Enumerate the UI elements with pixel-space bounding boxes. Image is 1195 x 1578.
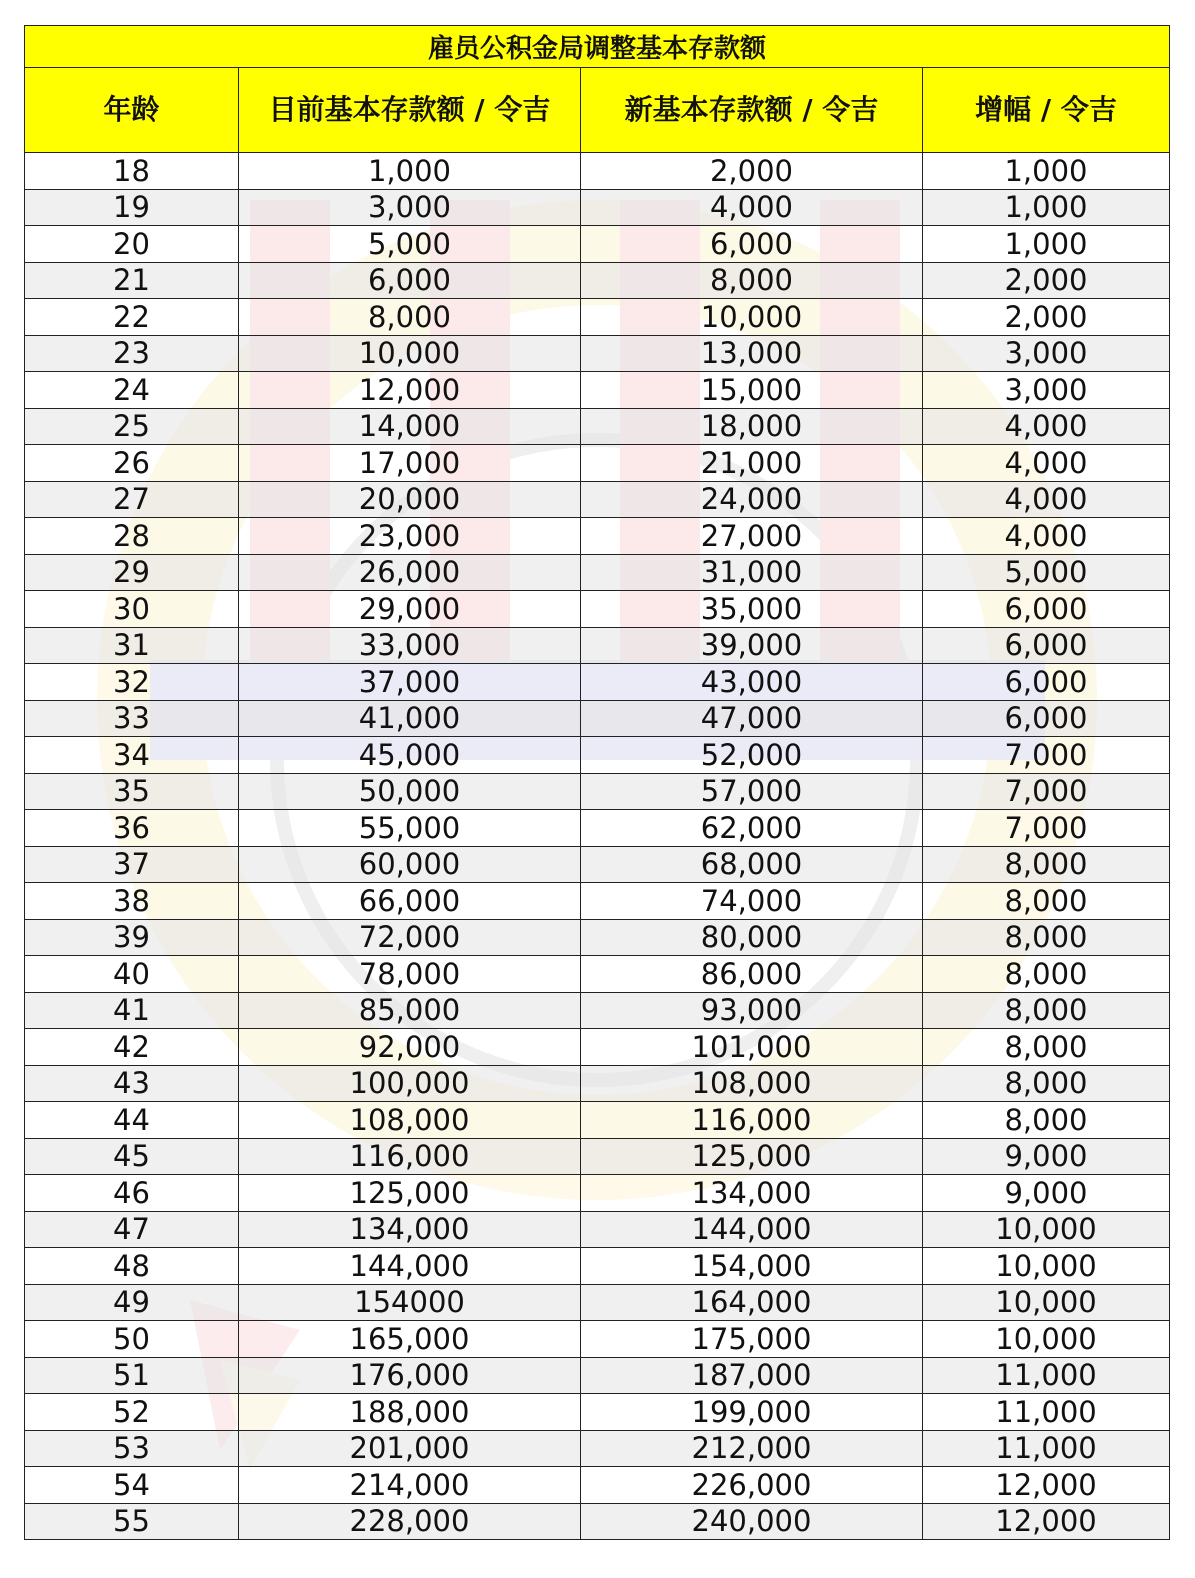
cell-current-deposit: 214,000 [239,1467,581,1504]
cell-current-deposit: 10,000 [239,335,581,372]
cell-current-deposit: 23,000 [239,518,581,555]
table-row [25,153,1170,190]
cell-current-deposit: 6,000 [239,262,581,299]
table-row [25,1357,1170,1394]
cell-new-deposit: 6,000 [581,226,923,263]
cell-increase: 6,000 [923,591,1170,628]
cell-new-deposit: 86,000 [581,956,923,993]
cell-current-deposit: 12,000 [239,372,581,409]
table-row [25,846,1170,883]
cell-current-deposit: 85,000 [239,992,581,1029]
cell-new-deposit: 15,000 [581,372,923,409]
cell-age: 33 [25,700,239,737]
table-row [25,1394,1170,1431]
cell-increase: 2,000 [923,262,1170,299]
cell-current-deposit: 144,000 [239,1248,581,1285]
table-row [25,737,1170,774]
cell-age: 38 [25,883,239,920]
cell-increase: 4,000 [923,481,1170,518]
cell-increase: 7,000 [923,737,1170,774]
cell-new-deposit: 74,000 [581,883,923,920]
cell-increase: 7,000 [923,810,1170,847]
table-row [25,481,1170,518]
cell-increase: 12,000 [923,1503,1170,1540]
cell-current-deposit: 41,000 [239,700,581,737]
table-row [25,518,1170,555]
table-row [25,554,1170,591]
cell-age: 52 [25,1394,239,1431]
cell-increase: 1,000 [923,153,1170,190]
cell-increase: 4,000 [923,445,1170,482]
cell-increase: 1,000 [923,189,1170,226]
cell-age: 40 [25,956,239,993]
table-row [25,1065,1170,1102]
cell-current-deposit: 60,000 [239,846,581,883]
cell-current-deposit: 1,000 [239,153,581,190]
cell-new-deposit: 101,000 [581,1029,923,1066]
cell-increase: 11,000 [923,1357,1170,1394]
table-row [25,664,1170,701]
cell-current-deposit: 116,000 [239,1138,581,1175]
cell-increase: 4,000 [923,518,1170,555]
cell-current-deposit: 8,000 [239,299,581,336]
cell-current-deposit: 165,000 [239,1321,581,1358]
cell-new-deposit: 24,000 [581,481,923,518]
cell-new-deposit: 39,000 [581,627,923,664]
cell-current-deposit: 201,000 [239,1430,581,1467]
table-row [25,189,1170,226]
cell-new-deposit: 13,000 [581,335,923,372]
cell-current-deposit: 134,000 [239,1211,581,1248]
cell-new-deposit: 116,000 [581,1102,923,1139]
cell-current-deposit: 45,000 [239,737,581,774]
cell-age: 31 [25,627,239,664]
table-row [25,1138,1170,1175]
header-increase: 增幅 / 令吉 [923,68,1170,153]
cell-increase: 8,000 [923,1029,1170,1066]
cell-age: 30 [25,591,239,628]
cell-current-deposit: 92,000 [239,1029,581,1066]
cell-age: 53 [25,1430,239,1467]
cell-age: 46 [25,1175,239,1212]
table-row [25,226,1170,263]
cell-new-deposit: 175,000 [581,1321,923,1358]
cell-age: 45 [25,1138,239,1175]
cell-age: 54 [25,1467,239,1504]
cell-age: 34 [25,737,239,774]
cell-new-deposit: 4,000 [581,189,923,226]
cell-new-deposit: 212,000 [581,1430,923,1467]
cell-increase: 8,000 [923,919,1170,956]
cell-increase: 10,000 [923,1211,1170,1248]
table-row [25,883,1170,920]
cell-age: 35 [25,773,239,810]
cell-new-deposit: 27,000 [581,518,923,555]
table-row [25,1321,1170,1358]
cell-increase: 4,000 [923,408,1170,445]
cell-current-deposit: 3,000 [239,189,581,226]
cell-age: 23 [25,335,239,372]
cell-increase: 11,000 [923,1430,1170,1467]
table-row [25,1211,1170,1248]
cell-age: 26 [25,445,239,482]
cell-age: 32 [25,664,239,701]
cell-age: 39 [25,919,239,956]
cell-increase: 3,000 [923,335,1170,372]
cell-increase: 11,000 [923,1394,1170,1431]
cell-new-deposit: 21,000 [581,445,923,482]
cell-age: 19 [25,189,239,226]
table-row [25,408,1170,445]
header-age: 年龄 [25,68,239,153]
cell-age: 24 [25,372,239,409]
table-row [25,299,1170,336]
cell-age: 21 [25,262,239,299]
cell-increase: 3,000 [923,372,1170,409]
cell-new-deposit: 108,000 [581,1065,923,1102]
table-row [25,1467,1170,1504]
cell-age: 25 [25,408,239,445]
cell-new-deposit: 43,000 [581,664,923,701]
cell-age: 49 [25,1284,239,1321]
cell-new-deposit: 52,000 [581,737,923,774]
cell-new-deposit: 47,000 [581,700,923,737]
cell-current-deposit: 20,000 [239,481,581,518]
cell-new-deposit: 199,000 [581,1394,923,1431]
cell-increase: 9,000 [923,1138,1170,1175]
table-row [25,1029,1170,1066]
cell-age: 48 [25,1248,239,1285]
cell-new-deposit: 80,000 [581,919,923,956]
cell-current-deposit: 55,000 [239,810,581,847]
cell-age: 43 [25,1065,239,1102]
cell-age: 50 [25,1321,239,1358]
cell-new-deposit: 57,000 [581,773,923,810]
cell-current-deposit: 37,000 [239,664,581,701]
cell-new-deposit: 164,000 [581,1284,923,1321]
cell-increase: 7,000 [923,773,1170,810]
cell-current-deposit: 108,000 [239,1102,581,1139]
cell-age: 42 [25,1029,239,1066]
cell-new-deposit: 226,000 [581,1467,923,1504]
cell-increase: 5,000 [923,554,1170,591]
cell-current-deposit: 176,000 [239,1357,581,1394]
cell-age: 18 [25,153,239,190]
cell-current-deposit: 14,000 [239,408,581,445]
cell-current-deposit: 17,000 [239,445,581,482]
cell-increase: 6,000 [923,627,1170,664]
table-row [25,1430,1170,1467]
cell-new-deposit: 31,000 [581,554,923,591]
cell-increase: 8,000 [923,846,1170,883]
cell-current-deposit: 188,000 [239,1394,581,1431]
cell-current-deposit: 78,000 [239,956,581,993]
cell-age: 28 [25,518,239,555]
table-row [25,919,1170,956]
table-row [25,700,1170,737]
cell-new-deposit: 62,000 [581,810,923,847]
cell-new-deposit: 35,000 [581,591,923,628]
cell-age: 44 [25,1102,239,1139]
cell-new-deposit: 125,000 [581,1138,923,1175]
table-row [25,372,1170,409]
table-row [25,591,1170,628]
cell-increase: 8,000 [923,883,1170,920]
table-row [25,810,1170,847]
table-row [25,335,1170,372]
cell-new-deposit: 240,000 [581,1503,923,1540]
cell-new-deposit: 18,000 [581,408,923,445]
cell-age: 41 [25,992,239,1029]
cell-age: 27 [25,481,239,518]
table-row [25,1503,1170,1540]
cell-new-deposit: 154,000 [581,1248,923,1285]
cell-age: 47 [25,1211,239,1248]
table-row [25,1102,1170,1139]
cell-age: 55 [25,1503,239,1540]
header-new-deposit: 新基本存款额 / 令吉 [581,68,923,153]
cell-new-deposit: 144,000 [581,1211,923,1248]
table-row [25,627,1170,664]
cell-increase: 8,000 [923,1102,1170,1139]
cell-increase: 6,000 [923,700,1170,737]
cell-increase: 8,000 [923,956,1170,993]
cell-new-deposit: 93,000 [581,992,923,1029]
cell-current-deposit: 228,000 [239,1503,581,1540]
table-row [25,1248,1170,1285]
cell-increase: 1,000 [923,226,1170,263]
cell-new-deposit: 134,000 [581,1175,923,1212]
cell-current-deposit: 29,000 [239,591,581,628]
cell-current-deposit: 125,000 [239,1175,581,1212]
cell-new-deposit: 187,000 [581,1357,923,1394]
cell-increase: 8,000 [923,1065,1170,1102]
cell-current-deposit: 50,000 [239,773,581,810]
cell-increase: 8,000 [923,992,1170,1029]
cell-increase: 12,000 [923,1467,1170,1504]
cell-age: 36 [25,810,239,847]
cell-new-deposit: 8,000 [581,262,923,299]
table-row [25,992,1170,1029]
table-row [25,1284,1170,1321]
header-current-deposit: 目前基本存款额 / 令吉 [239,68,581,153]
epf-deposit-table [24,25,1170,1540]
cell-increase: 9,000 [923,1175,1170,1212]
cell-current-deposit: 66,000 [239,883,581,920]
cell-current-deposit: 33,000 [239,627,581,664]
cell-increase: 2,000 [923,299,1170,336]
cell-current-deposit: 72,000 [239,919,581,956]
table-row [25,773,1170,810]
cell-new-deposit: 10,000 [581,299,923,336]
table-row [25,956,1170,993]
cell-new-deposit: 68,000 [581,846,923,883]
table-row [25,262,1170,299]
cell-increase: 10,000 [923,1248,1170,1285]
cell-increase: 10,000 [923,1284,1170,1321]
cell-current-deposit: 100,000 [239,1065,581,1102]
cell-age: 22 [25,299,239,336]
table-row [25,1175,1170,1212]
cell-increase: 6,000 [923,664,1170,701]
cell-current-deposit: 5,000 [239,226,581,263]
cell-age: 51 [25,1357,239,1394]
cell-age: 29 [25,554,239,591]
cell-current-deposit: 26,000 [239,554,581,591]
table-title: 雇员公积金局调整基本存款额 [25,26,1170,68]
table-row [25,445,1170,482]
cell-new-deposit: 2,000 [581,153,923,190]
cell-current-deposit: 154000 [239,1284,581,1321]
cell-age: 37 [25,846,239,883]
cell-increase: 10,000 [923,1321,1170,1358]
cell-age: 20 [25,226,239,263]
